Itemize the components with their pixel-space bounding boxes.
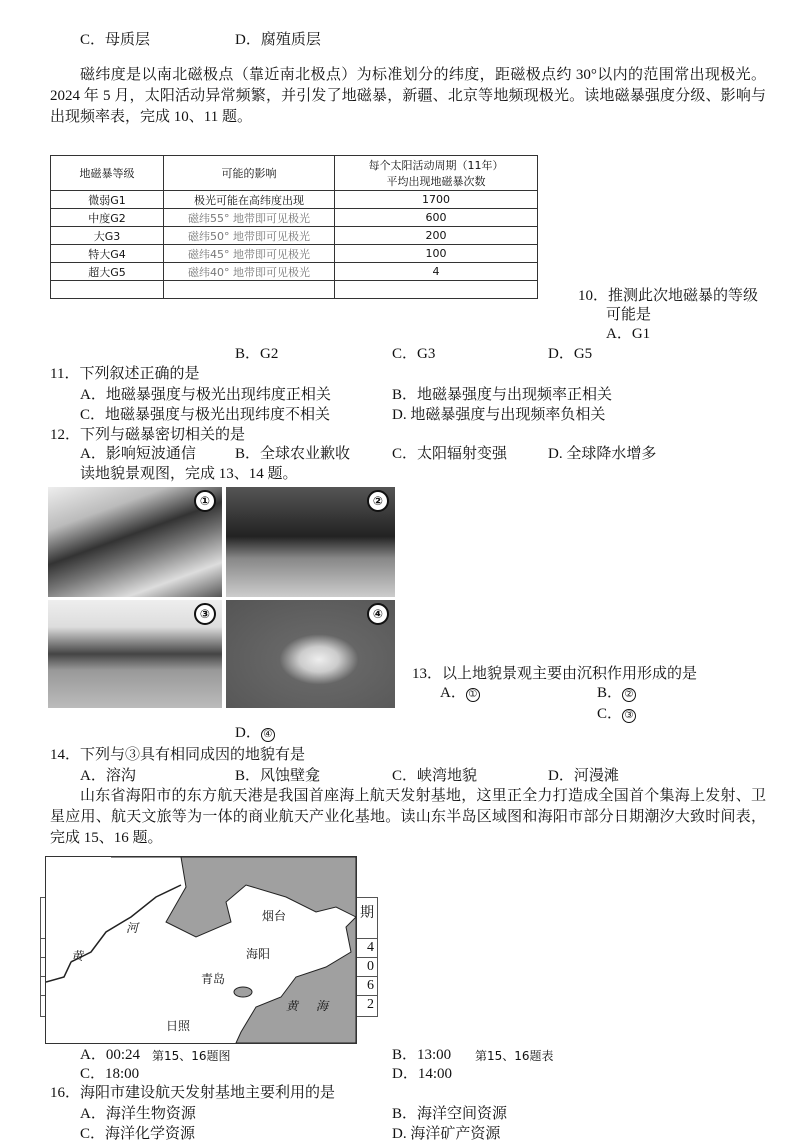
cell: 200 [335,227,538,245]
table-row [51,263,538,281]
q15-option-a: A．00:24 [80,1047,141,1063]
q11-stem: 11．下列叙述正确的是 [50,366,200,382]
cell: 2 [367,997,374,1012]
q13-option-a [440,684,480,702]
q9-option-d: D．腐殖质层 [235,32,321,48]
q12-option-b: B．全球农业歉收 [235,446,351,462]
cell [164,281,335,299]
cell: 特大G4 [51,245,164,263]
cell: 600 [335,209,538,227]
city-yantai: 烟台 [262,909,287,923]
q11-option-b: B．地磁暴强度与出现频率正相关 [392,387,613,403]
q14-option-a: A．溶沟 [80,768,136,784]
q12-option-d: D. 全球降水增多 [548,446,657,462]
q10-stem: 10．推测此次地磁暴的等级 [578,288,759,304]
q11-option-a: A．地磁暴强度与极光出现纬度正相关 [80,387,331,403]
cell: 超大G5 [51,263,164,281]
cell: 期 [360,906,374,921]
intro-spaceport: 山东省海阳市的东方航天港是我国首座海上航天发射基地，这里正全力打造成全国首个集海上发射、卫星应用、航天文旅等为一体的商业航天产业化基地。读山东半岛区域图和海阳市部分日期潮汐大致时间表，完成 15、16 题。 [50,788,766,846]
river-label: 河 [126,921,139,935]
q13-option-d [235,724,275,742]
table-caption: 第15、16题表 [475,1049,554,1063]
q9-option-c: C．母质层 [80,32,151,48]
cell: 磁纬40° 地带即可见极光 [164,263,335,281]
photo-number: ③ [194,603,216,625]
q15-option-b: B．13:00 [392,1047,452,1063]
q16-option-d: D. 海洋矿产资源 [392,1126,501,1142]
q15-option-c: C．18:00 [80,1066,140,1082]
q14-option-b: B．风蚀壁龛 [235,768,321,784]
city-haiyang: 海阳 [246,947,271,961]
city-rizhao: 日照 [166,1019,191,1033]
q16-option-c: C．海洋化学资源 [80,1126,196,1142]
landform-photo-sandspit [226,600,395,708]
sea-label: 黄 [286,999,299,1013]
cell: 磁纬50° 地带即可见极光 [164,227,335,245]
table-row [51,191,538,209]
cell: 0 [367,959,374,974]
landform-photo-mountain [48,487,222,597]
photo-number: ④ [367,603,389,625]
q12-option-c: C．太阳辐射变强 [392,446,508,462]
q10-option-a: A．G1 [606,326,651,342]
photo-number: ② [367,490,389,512]
q11-option-c: C．地磁暴强度与极光出现纬度不相关 [80,407,331,423]
num: ③ [622,709,636,723]
q10-stem-cont: 可能是 [606,307,652,323]
q13-option-b [597,684,636,702]
cell: 100 [335,245,538,263]
q15-option-d: D．14:00 [392,1066,453,1082]
cell: 磁纬55° 地带即可见极光 [164,209,335,227]
map-shapes [46,857,356,1043]
q16-stem: 16．海阳市建设航天发射基地主要利用的是 [50,1085,336,1101]
sea-label: 海 [316,999,329,1013]
q12-stem: 12．下列与磁暴密切相关的是 [50,427,246,443]
cell: 磁纬45° 地带即可见极光 [164,245,335,263]
table-header: 地磁暴等级 [51,156,164,191]
city-qingdao: 青岛 [201,972,226,986]
q13-stem: 13．以上地貌景观主要由沉积作用形成的是 [412,666,698,682]
q10-option-c: C．G3 [392,346,436,362]
cell: 微弱G1 [51,191,164,209]
table-row [51,245,538,263]
table-header: 可能的影响 [164,156,335,191]
q11-option-d: D. 地磁暴强度与出现频率负相关 [392,407,606,423]
label: B． [597,685,623,701]
geomagnetic-storm-table [50,155,538,299]
cell: 大G3 [51,227,164,245]
q13-option-c [597,705,636,723]
cell: 极光可能在高纬度出现 [164,191,335,209]
yellow-sea [236,917,356,1043]
q14-stem: 14．下列与③具有相同成因的地貌有是 [50,747,306,763]
num: ① [466,688,480,702]
q10-option-b: B．G2 [235,346,279,362]
cell: 4 [367,940,374,955]
cell [51,281,164,299]
shandong-map [45,856,357,1044]
label: D． [235,725,261,741]
intro-landforms: 读地貌景观图，完成 13、14 题。 [80,466,298,482]
table-row [51,281,538,299]
bohai-sea [111,857,356,937]
jiaozhou-bay [234,987,252,997]
landform-photo-pillars [226,487,395,597]
header-line: 每个太阳活动周期（11年） [368,159,504,172]
cell: 中度G2 [51,209,164,227]
num: ② [622,688,636,702]
label: A． [440,685,466,701]
river-label: 黄 [71,949,84,963]
q16-option-a: A．海洋生物资源 [80,1106,196,1122]
landform-photo-karst [48,600,222,708]
intro-geomagnetic: 磁纬度是以南北磁极点（靠近南北极点）为标准划分的纬度，距磁极点约 30°以内的范围常出现极光。2024 年 5 月，太阳活动异常频繁，并引发了地磁暴，新疆、北京等地频现极光。读地磁暴强度分级、影响与出现频率表，完成 10、11 题。 [50,67,766,125]
cell: 6 [367,978,374,993]
q10-option-d: D．G5 [548,346,593,362]
photo-number: ① [194,490,216,512]
cell: 1700 [335,191,538,209]
table-header [335,156,538,191]
num: ④ [261,728,275,742]
cell: 4 [335,263,538,281]
cell [335,281,538,299]
table-row [51,227,538,245]
q14-option-d: D．河漫滩 [548,768,619,784]
table-row [51,209,538,227]
map-caption: 第15、16题图 [152,1049,231,1063]
label: C． [597,706,623,722]
yellow-river [46,885,181,982]
header-line: 平均出现地磁暴次数 [386,175,486,188]
q14-option-c: C．峡湾地貌 [392,768,478,784]
q12-option-a: A．影响短波通信 [80,446,196,462]
q16-option-b: B．海洋空间资源 [392,1106,508,1122]
